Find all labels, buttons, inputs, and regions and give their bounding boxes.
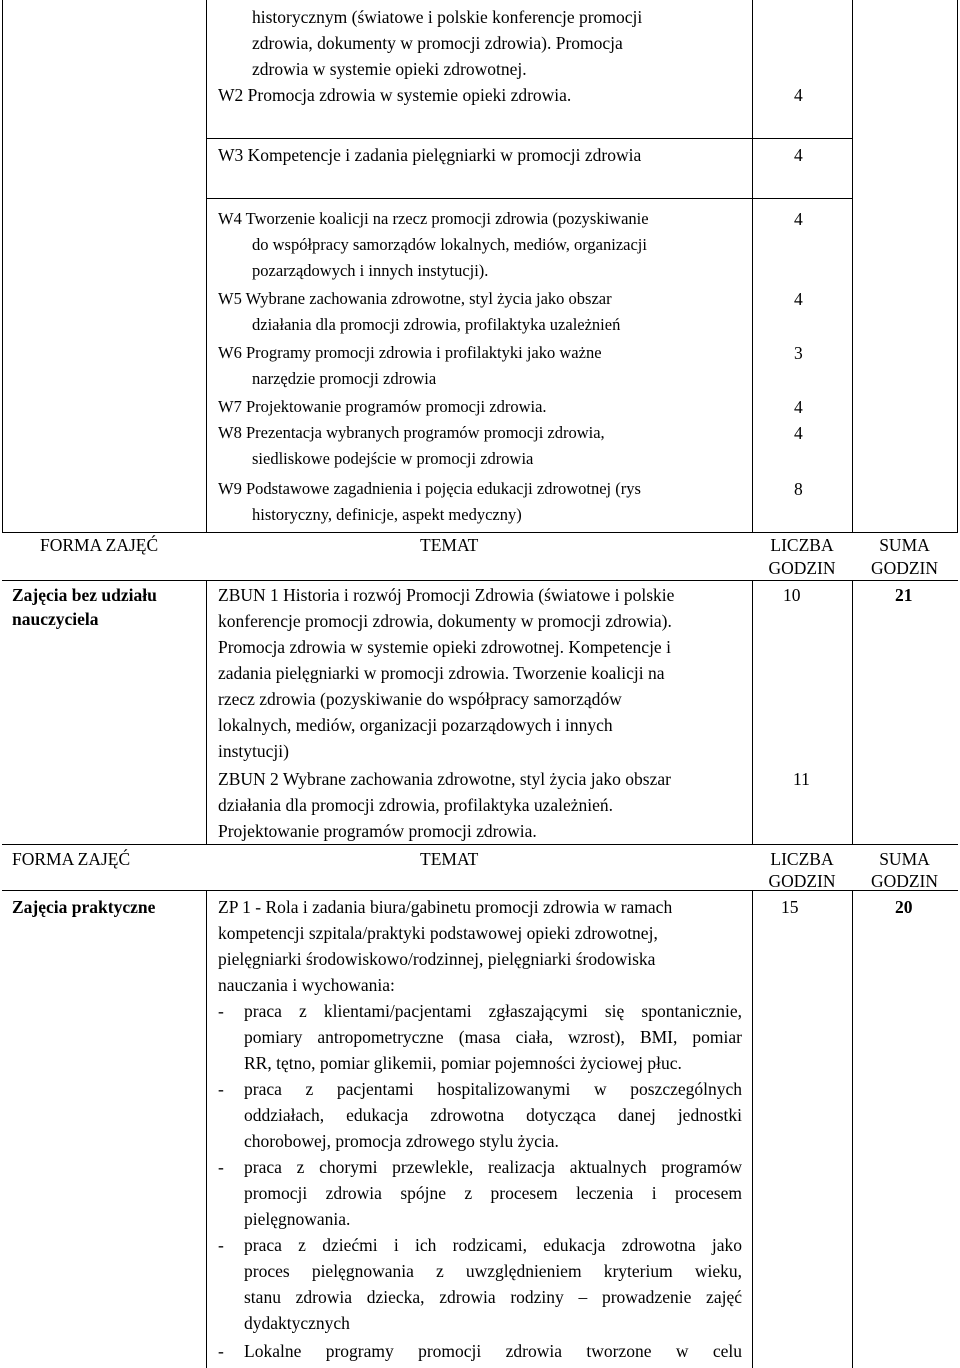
topic-w9-line: historyczny, definicje, aspekt medyczny) — [252, 505, 522, 524]
header-forma-zajec: FORMA ZAJĘĆ — [40, 535, 159, 555]
topic-w4: W4 Tworzenie koalicji na rzecz promocji zdrowia (pozyskiwanie — [218, 209, 649, 228]
table-border-right — [957, 0, 958, 532]
bullet-item-line: stanu zdrowia dziecka, zdrowia rodziny – prowadzenie zajęć — [244, 1287, 742, 1307]
topic-zbun1-line: lokalnych, mediów, organizacji pozarządowych i innych — [218, 715, 613, 735]
topic-zbun1: ZBUN 1 Historia i rozwój Promocji Zdrowia (światowe i polskie — [218, 585, 675, 605]
hours-w8: 4 — [794, 423, 803, 443]
bullet-item: praca z klientami/pacjentami zgłaszającymi się spontanicznie, — [244, 1001, 742, 1021]
bullet-item: Lokalne programy promocji zdrowia tworzone w celu — [244, 1341, 742, 1361]
topic-w6-line: narzędzie promocji zdrowia — [252, 369, 437, 388]
hours-zbun2: 11 — [793, 769, 810, 789]
header-liczba-godzin: LICZBA — [770, 535, 834, 555]
topic-zbun1-line: konferencje promocji zdrowia, dokumenty w promocji zdrowia). — [218, 611, 672, 631]
header-temat: TEMAT — [420, 849, 479, 869]
topic-w8: W8 Prezentacja wybranych programów promocji zdrowia, — [218, 423, 605, 442]
bullet-item: praca z pacjentami hospitalizowanymi w poszczególnych — [244, 1079, 742, 1099]
topic-zbun1-line: rzecz zdrowia (pozyskiwanie do współpracy samorządów — [218, 689, 622, 709]
bullet-dash: - — [218, 1157, 224, 1177]
bullet-dash: - — [218, 1001, 224, 1021]
topic-zbun2-line: działania dla promocji zdrowia, profilaktyka uzależnień. — [218, 795, 614, 815]
bullet-dash: - — [218, 1341, 224, 1361]
form-label: nauczyciela — [12, 609, 99, 629]
form-label: Zajęcia praktyczne — [12, 897, 156, 917]
hours-zbun1: 10 — [783, 585, 801, 605]
table-border-left — [2, 0, 3, 532]
topic-continuation: zdrowia w systemie opieki zdrowotnej. — [252, 59, 527, 79]
topic-w7: W7 Projektowanie programów promocji zdrowia. — [218, 397, 547, 416]
bullet-dash: - — [218, 1079, 224, 1099]
topic-zbun2: ZBUN 2 Wybrane zachowania zdrowotne, styl życia jako obszar — [218, 769, 671, 789]
bullet-item-line: promocji zdrowia spójne z procesem leczenia i procesem — [244, 1183, 742, 1203]
topic-w4-line: do współpracy samorządów lokalnych, mediów, organizacji — [252, 235, 647, 254]
bullet-item-line: RR, tętno, pomiar glikemii, pomiar pojemności życiowej płuc. — [244, 1053, 682, 1073]
row-divider — [206, 198, 852, 199]
table-divider — [752, 580, 753, 844]
topic-continuation: zdrowia, dokumenty w promocji zdrowia). Promocja — [252, 33, 623, 53]
table-divider — [206, 890, 207, 1368]
bullet-item: praca z chorymi przewlekle, realizacja aktualnych programów — [244, 1157, 742, 1177]
hours-w9: 8 — [794, 479, 803, 499]
header-liczba-godzin: LICZBA — [770, 849, 834, 869]
bullet-dash: - — [218, 1235, 224, 1255]
topic-w5-line: działania dla promocji zdrowia, profilaktyka uzależnień — [252, 315, 621, 334]
hours-zp1: 15 — [781, 897, 799, 917]
table-divider — [852, 580, 853, 844]
bullet-item-line: pomiary antropometryczne (masa ciała, wzrost), BMI, pomiar — [244, 1027, 742, 1047]
total-section3: 20 — [895, 897, 913, 917]
topic-zp1-line: nauczania i wychowania: — [218, 975, 395, 995]
header-suma-godzin: GODZIN — [870, 558, 939, 578]
table-divider — [852, 890, 853, 1368]
header-suma-godzin: SUMA — [879, 535, 930, 555]
header-suma-godzin: GODZIN — [870, 871, 939, 891]
header-liczba-godzin: GODZIN — [768, 558, 836, 578]
topic-w5: W5 Wybrane zachowania zdrowotne, styl życia jako obszar — [218, 289, 612, 308]
topic-w6: W6 Programy promocji zdrowia i profilaktyki jako ważne — [218, 343, 602, 362]
header-temat: TEMAT — [420, 535, 479, 555]
row-divider — [206, 138, 852, 139]
table-divider — [852, 0, 853, 532]
bullet-item-line: pielęgnowania. — [244, 1209, 351, 1229]
bullet-item-line: oddziałach, edukacja zdrowotna dotycząca danej jednostki — [244, 1105, 742, 1125]
topic-zp1-line: pielęgniarki środowiskowo/rodzinnej, pielęgniarki środowiska — [218, 949, 656, 969]
topic-w9: W9 Podstawowe zagadnienia i pojęcia edukacji zdrowotnej (rys — [218, 479, 641, 498]
section-divider — [2, 844, 958, 845]
table-divider — [206, 0, 207, 532]
topic-zbun2-line: Projektowanie programów promocji zdrowia. — [218, 821, 537, 841]
hours-w7: 4 — [794, 397, 803, 417]
bullet-item-line: chorobowej, promocja zdrowego stylu życia. — [244, 1131, 559, 1151]
hours-w4: 4 — [794, 209, 803, 229]
topic-w3: W3 Kompetencje i zadania pielęgniarki w promocji zdrowia — [218, 145, 642, 165]
topic-zbun1-line: instytucji) — [218, 741, 289, 761]
bullet-item-line: dydaktycznych — [244, 1313, 350, 1333]
topic-zp1-line: kompetencji szpitala/praktyki podstawowej opieki zdrowotnej, — [218, 923, 658, 943]
topic-continuation: historycznym (światowe i polskie konferencje promocji — [252, 7, 643, 27]
form-label: Zajęcia bez udziału — [12, 585, 157, 605]
header-liczba-godzin: GODZIN — [768, 871, 836, 891]
table-divider — [752, 890, 753, 1368]
header-forma-zajec: FORMA ZAJĘĆ — [12, 849, 131, 869]
hours-w3: 4 — [794, 145, 803, 165]
table-divider — [206, 580, 207, 844]
topic-zbun1-line: zadania pielęgniarki w promocji zdrowia. Tworzenie koalicji na — [218, 663, 665, 683]
topic-zbun1-line: Promocja zdrowia w systemie opieki zdrowotnej. Kompetencje i — [218, 637, 671, 657]
topic-zp1: ZP 1 - Rola i zadania biura/gabinetu promocji zdrowia w ramach — [218, 897, 673, 917]
topic-w4-line: pozarządowych i innych instytucji). — [252, 261, 489, 280]
bullet-item-line: proces pielęgnowania z uwzględnieniem kryterium wieku, — [244, 1261, 742, 1281]
bullet-item: praca z dziećmi i ich rodzicami, edukacja zdrowotna jako — [244, 1235, 742, 1255]
hours-w2: 4 — [794, 85, 803, 105]
hours-w6: 3 — [794, 343, 803, 363]
topic-w8-line: siedliskowe podejście w promocji zdrowia — [252, 449, 534, 468]
topic-w2: W2 Promocja zdrowia w systemie opieki zdrowia. — [218, 85, 572, 105]
hours-w5: 4 — [794, 289, 803, 309]
table-divider — [752, 0, 753, 532]
header-suma-godzin: SUMA — [879, 849, 930, 869]
total-section2: 21 — [895, 585, 913, 605]
